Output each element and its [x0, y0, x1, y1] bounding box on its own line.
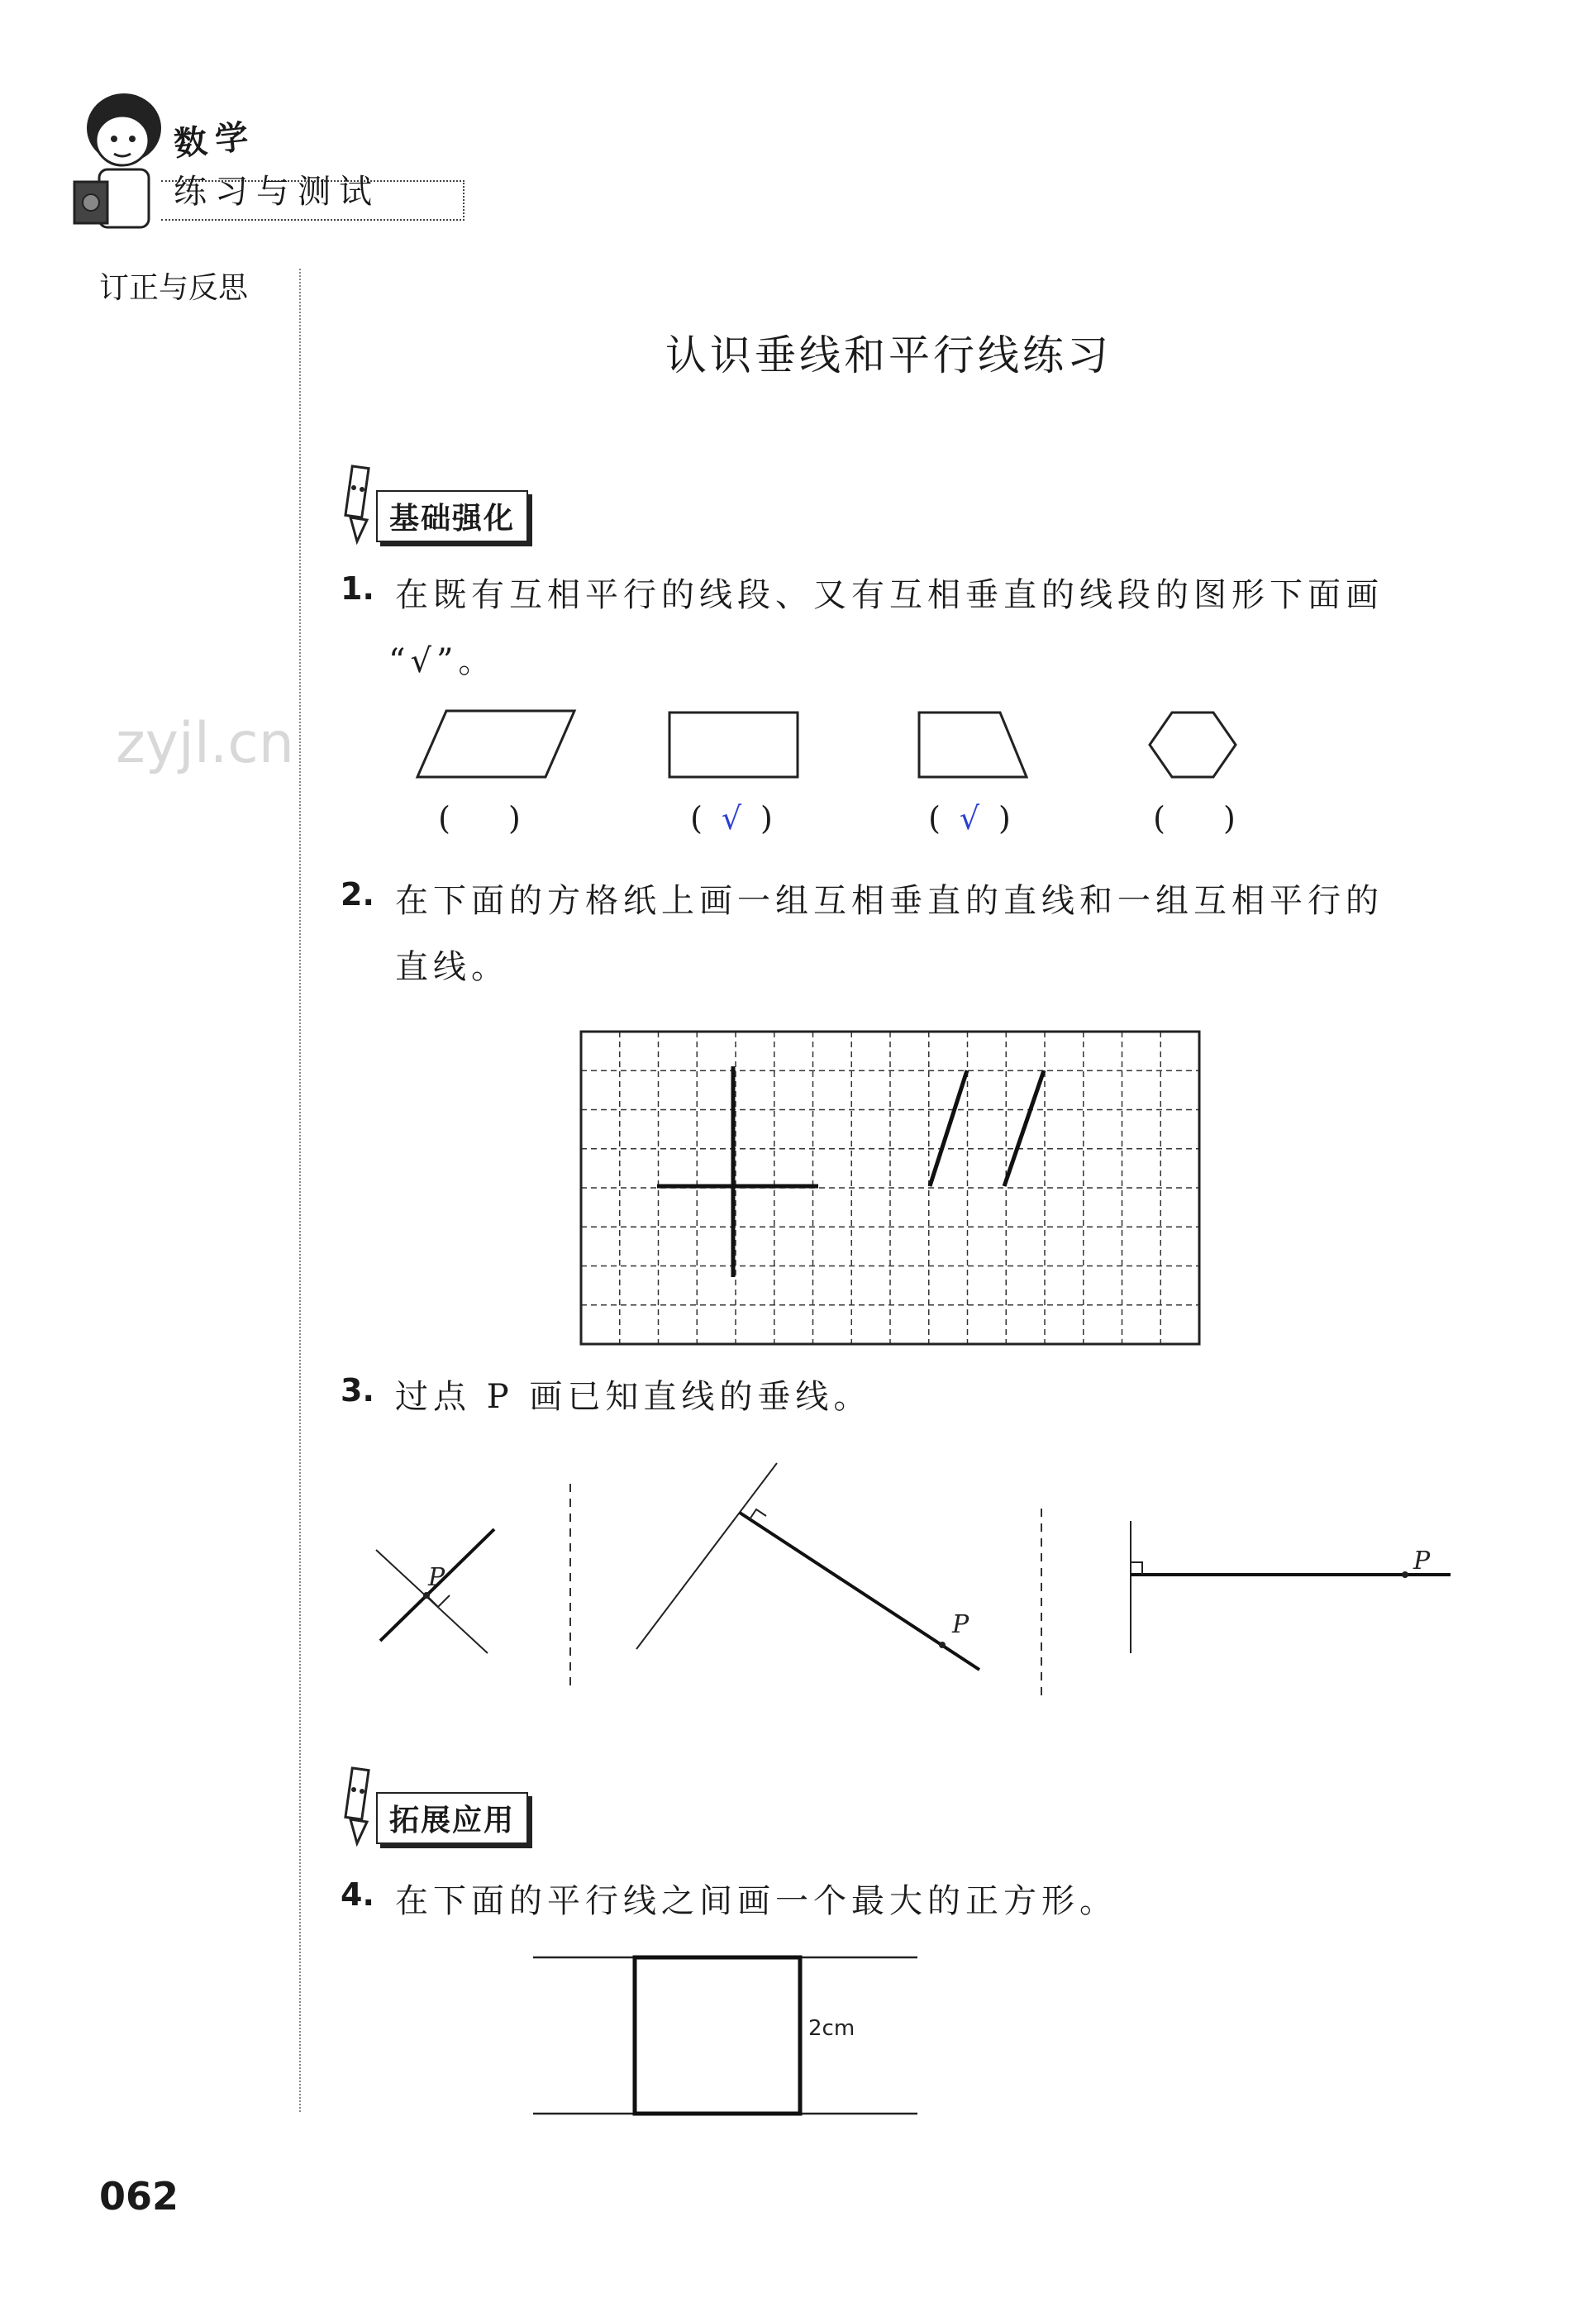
student-mascot	[66, 83, 165, 248]
answer-mark: √	[721, 800, 742, 837]
question-2-text-line1: 在下面的方格纸上画一组互相垂直的直线和一组互相平行的	[395, 882, 1384, 920]
q3-figures	[355, 1447, 1463, 1719]
drawn-parallel-line-1	[930, 1070, 967, 1186]
section-tag-extension: 拓展应用	[376, 1792, 528, 1844]
sidebar-divider	[299, 269, 301, 2112]
point-p-label: P	[428, 1563, 445, 1592]
right-trapezoid-shape	[919, 713, 1027, 777]
q1-answer-4[interactable]	[1132, 800, 1256, 837]
sidebar-label: 订正与反思	[99, 271, 249, 305]
question-2-text-line2: 直线。	[395, 948, 509, 986]
question-4-text: 在下面的平行线之间画一个最大的正方形。	[395, 1882, 1117, 1920]
grid-paper	[579, 1029, 1203, 1347]
header-subject: 数学	[172, 117, 259, 164]
question-4-number: 4.	[341, 1876, 374, 1913]
watermark: zyjl.cn	[116, 711, 294, 776]
point-p-label: P	[952, 1610, 970, 1639]
paren-open: (	[1153, 800, 1165, 837]
paren-open: (	[690, 800, 703, 837]
q4-parallel-lines	[529, 1943, 926, 2124]
paren-open: (	[928, 800, 941, 837]
header-series: 练习与测试	[174, 173, 380, 211]
paren-close: )	[998, 800, 1011, 837]
drawn-parallel-line-2	[1004, 1070, 1044, 1186]
page-title: 认识垂线和平行线练习	[665, 331, 1112, 379]
paren-close: )	[508, 800, 521, 837]
pencil-icon	[339, 463, 376, 546]
q1-answer-3[interactable]	[908, 800, 1031, 837]
dimension-label: 2cm	[808, 2016, 855, 2041]
drawn-square	[635, 1957, 800, 2114]
rectangle-shape	[669, 713, 798, 777]
point-p-label: P	[1413, 1547, 1431, 1575]
paren-open: (	[438, 800, 450, 837]
pencil-icon	[339, 1765, 376, 1847]
q1-answer-1[interactable]	[417, 800, 541, 837]
question-2-number: 2.	[341, 876, 374, 913]
page-number: 062	[99, 2174, 179, 2219]
question-3-text: 过点 P 画已知直线的垂线。	[395, 1378, 872, 1416]
paren-close: )	[1223, 800, 1236, 837]
q1-shapes	[413, 703, 1273, 794]
section-tag-basic: 基础强化	[376, 490, 528, 542]
q1-answer-2[interactable]	[669, 800, 793, 837]
question-1-text-line2: “√”。	[388, 642, 497, 680]
parallelogram-shape	[417, 711, 574, 777]
paren-close: )	[760, 800, 773, 837]
answer-mark: √	[959, 800, 980, 837]
question-1-text-line1: 在既有互相平行的线段、又有互相垂直的线段的图形下面画	[395, 576, 1384, 614]
hexagon-shape	[1150, 713, 1236, 777]
question-1-number: 1.	[341, 570, 374, 607]
question-3-number: 3.	[341, 1372, 374, 1409]
